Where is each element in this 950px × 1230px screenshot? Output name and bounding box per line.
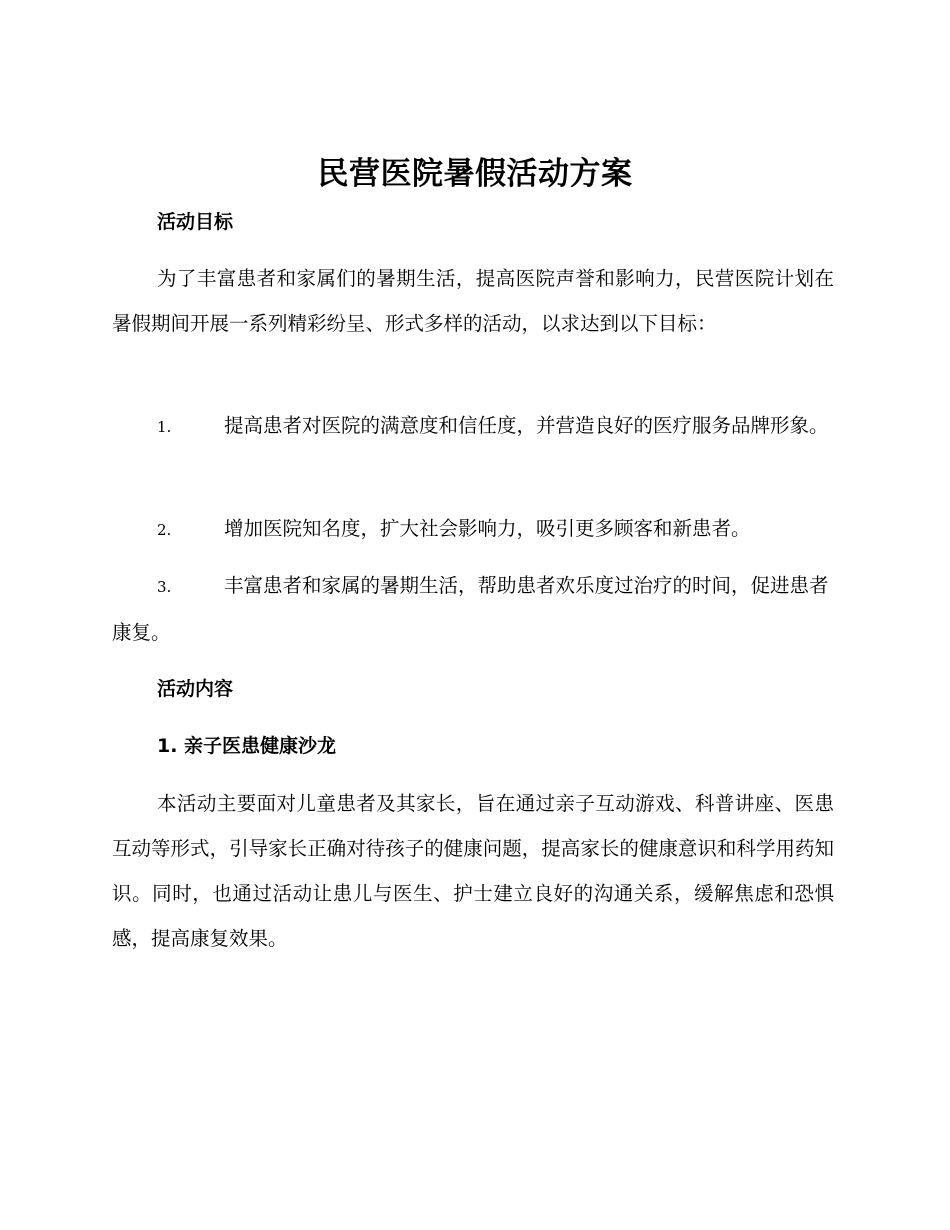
activity-1-paragraph: 本活动主要面对儿童患者及其家长，旨在通过亲子互动游戏、科普讲座、医患互动等形式，引导家长正确对待孩子的健康问题，提高家长的健康意识和科学用药知识。同时，也通过活动让患儿与医生、护士建立良好的沟通关系，缓解焦虑和恐惧感，提高康复效果。 [112, 792, 834, 950]
goals-intro-paragraph: 为了丰富患者和家属们的暑期生活，提高医院声誉和影响力，民营医院计划在暑假期间开展一系列精彩纷呈、形式多样的活动，以求达到以下目标： [112, 267, 834, 335]
list-number: 3. [157, 578, 172, 596]
section-heading-content: 活动内容 [157, 678, 234, 700]
activity-1-heading: 1. 亲子医患健康沙龙 [157, 735, 337, 757]
section-heading-goals: 活动目标 [157, 211, 234, 233]
list-text: 提高患者对医院的满意度和信任度，并营造良好的医疗服务品牌形象。 [224, 414, 829, 437]
list-number: 2. [157, 521, 172, 539]
document-title: 民营医院暑假活动方案 [317, 156, 633, 192]
list-text: 丰富患者和家属的暑期生活，帮助患者欢乐度过治疗的时间，促进患者康复。 [112, 574, 829, 644]
list-number: 1. [157, 418, 172, 436]
goal-list-item [112, 563, 834, 655]
goal-list-item [112, 403, 834, 450]
goal-list-item [112, 506, 834, 553]
list-text: 增加医院知名度，扩大社会影响力，吸引更多顾客和新患者。 [224, 517, 751, 540]
